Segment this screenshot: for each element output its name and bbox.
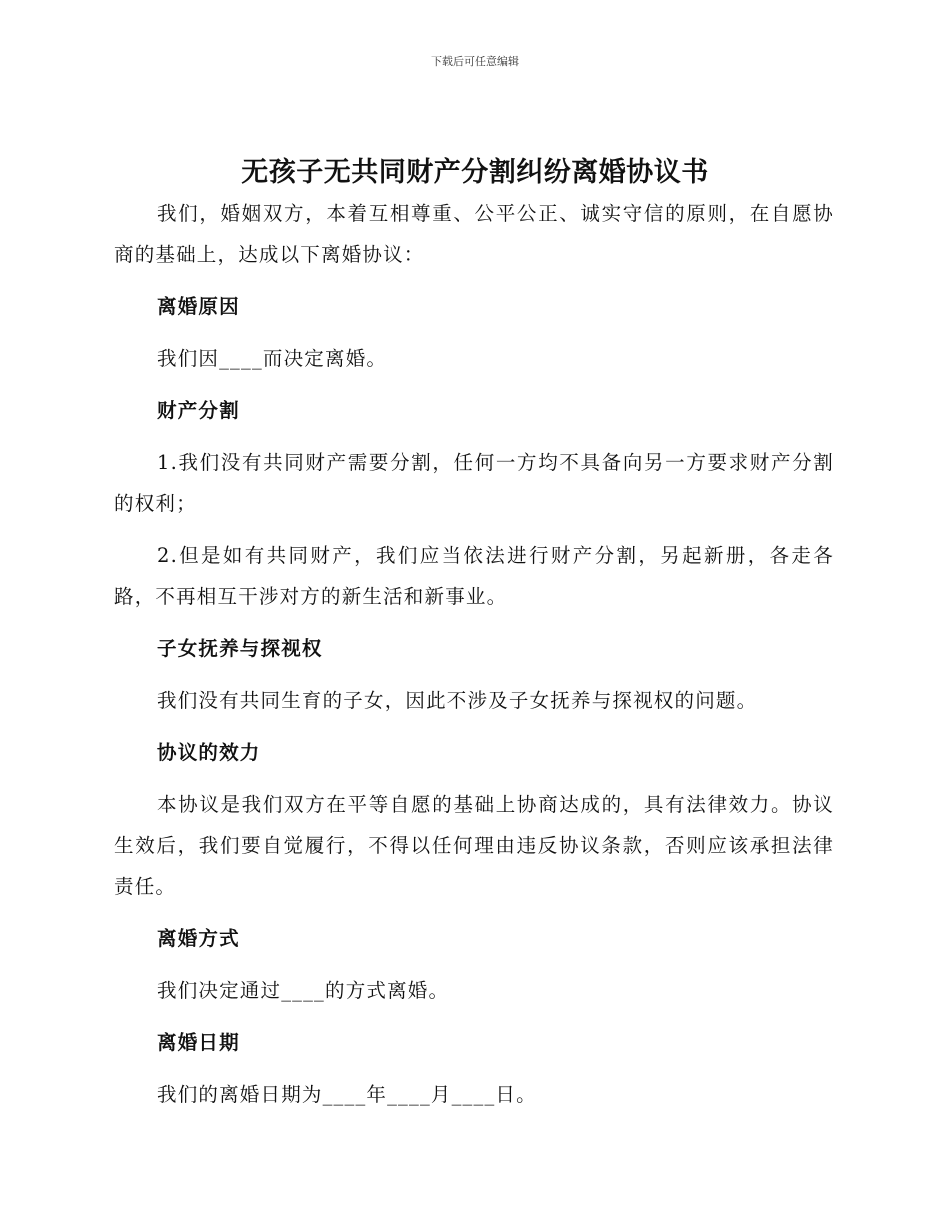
spacer	[114, 773, 834, 784]
spacer	[114, 721, 834, 732]
section-paragraph: 本协议是我们双方在平等自愿的基础上协商达成的，具有法律效力。协议生效后，我们要自觉履行，不得以任何理由违反协议条款，否则应该承担法律责任。	[114, 793, 834, 898]
spacer	[114, 431, 834, 442]
section-divorce-date	[114, 1022, 834, 1115]
document-title: 无孩子无共同财产分割纠纷离婚协议书	[241, 157, 709, 188]
section-heading: 离婚原因	[157, 295, 240, 318]
spacer	[114, 379, 834, 390]
section-paragraph: 我们因____而决定离婚。	[157, 347, 388, 370]
spacer	[114, 524, 834, 535]
header-note: 下载后可任意编辑	[431, 55, 519, 68]
section-paragraph: 1.我们没有共同财产需要分割，任何一方均不具备向另一方要求财产分割的权利；	[114, 451, 834, 515]
spacer	[114, 327, 834, 338]
spacer	[114, 275, 834, 286]
spacer	[114, 959, 834, 970]
spacer	[114, 1063, 834, 1074]
section-heading: 财产分割	[157, 399, 240, 422]
document-body	[114, 193, 834, 1115]
intro-paragraph: 我们，婚姻双方，本着互相尊重、公平公正、诚实守信的原则，在自愿协商的基础上，达成以下离婚协议：	[114, 202, 834, 266]
section-divorce-method	[114, 918, 834, 1022]
spacer	[114, 617, 834, 628]
section-heading: 离婚日期	[157, 1031, 240, 1054]
section-heading: 子女抚养与探视权	[157, 637, 323, 660]
section-paragraph: 2.但是如有共同财产，我们应当依法进行财产分割，另起新册，各走各路，不再相互干涉对方的新生活和新事业。	[114, 544, 834, 608]
section-paragraph: 我们的离婚日期为____年____月____日。	[157, 1083, 537, 1106]
section-child-custody	[114, 628, 834, 732]
section-agreement-validity	[114, 732, 834, 918]
section-heading: 离婚方式	[157, 927, 240, 950]
section-paragraph: 我们决定通过____的方式离婚。	[157, 979, 450, 1002]
spacer	[114, 907, 834, 918]
spacer	[114, 669, 834, 680]
section-paragraph: 我们没有共同生育的子女，因此不涉及子女抚养与探视权的问题。	[157, 689, 758, 712]
section-heading: 协议的效力	[157, 741, 261, 764]
spacer	[114, 1011, 834, 1022]
section-divorce-reason	[114, 286, 834, 390]
section-property-division	[114, 390, 834, 628]
